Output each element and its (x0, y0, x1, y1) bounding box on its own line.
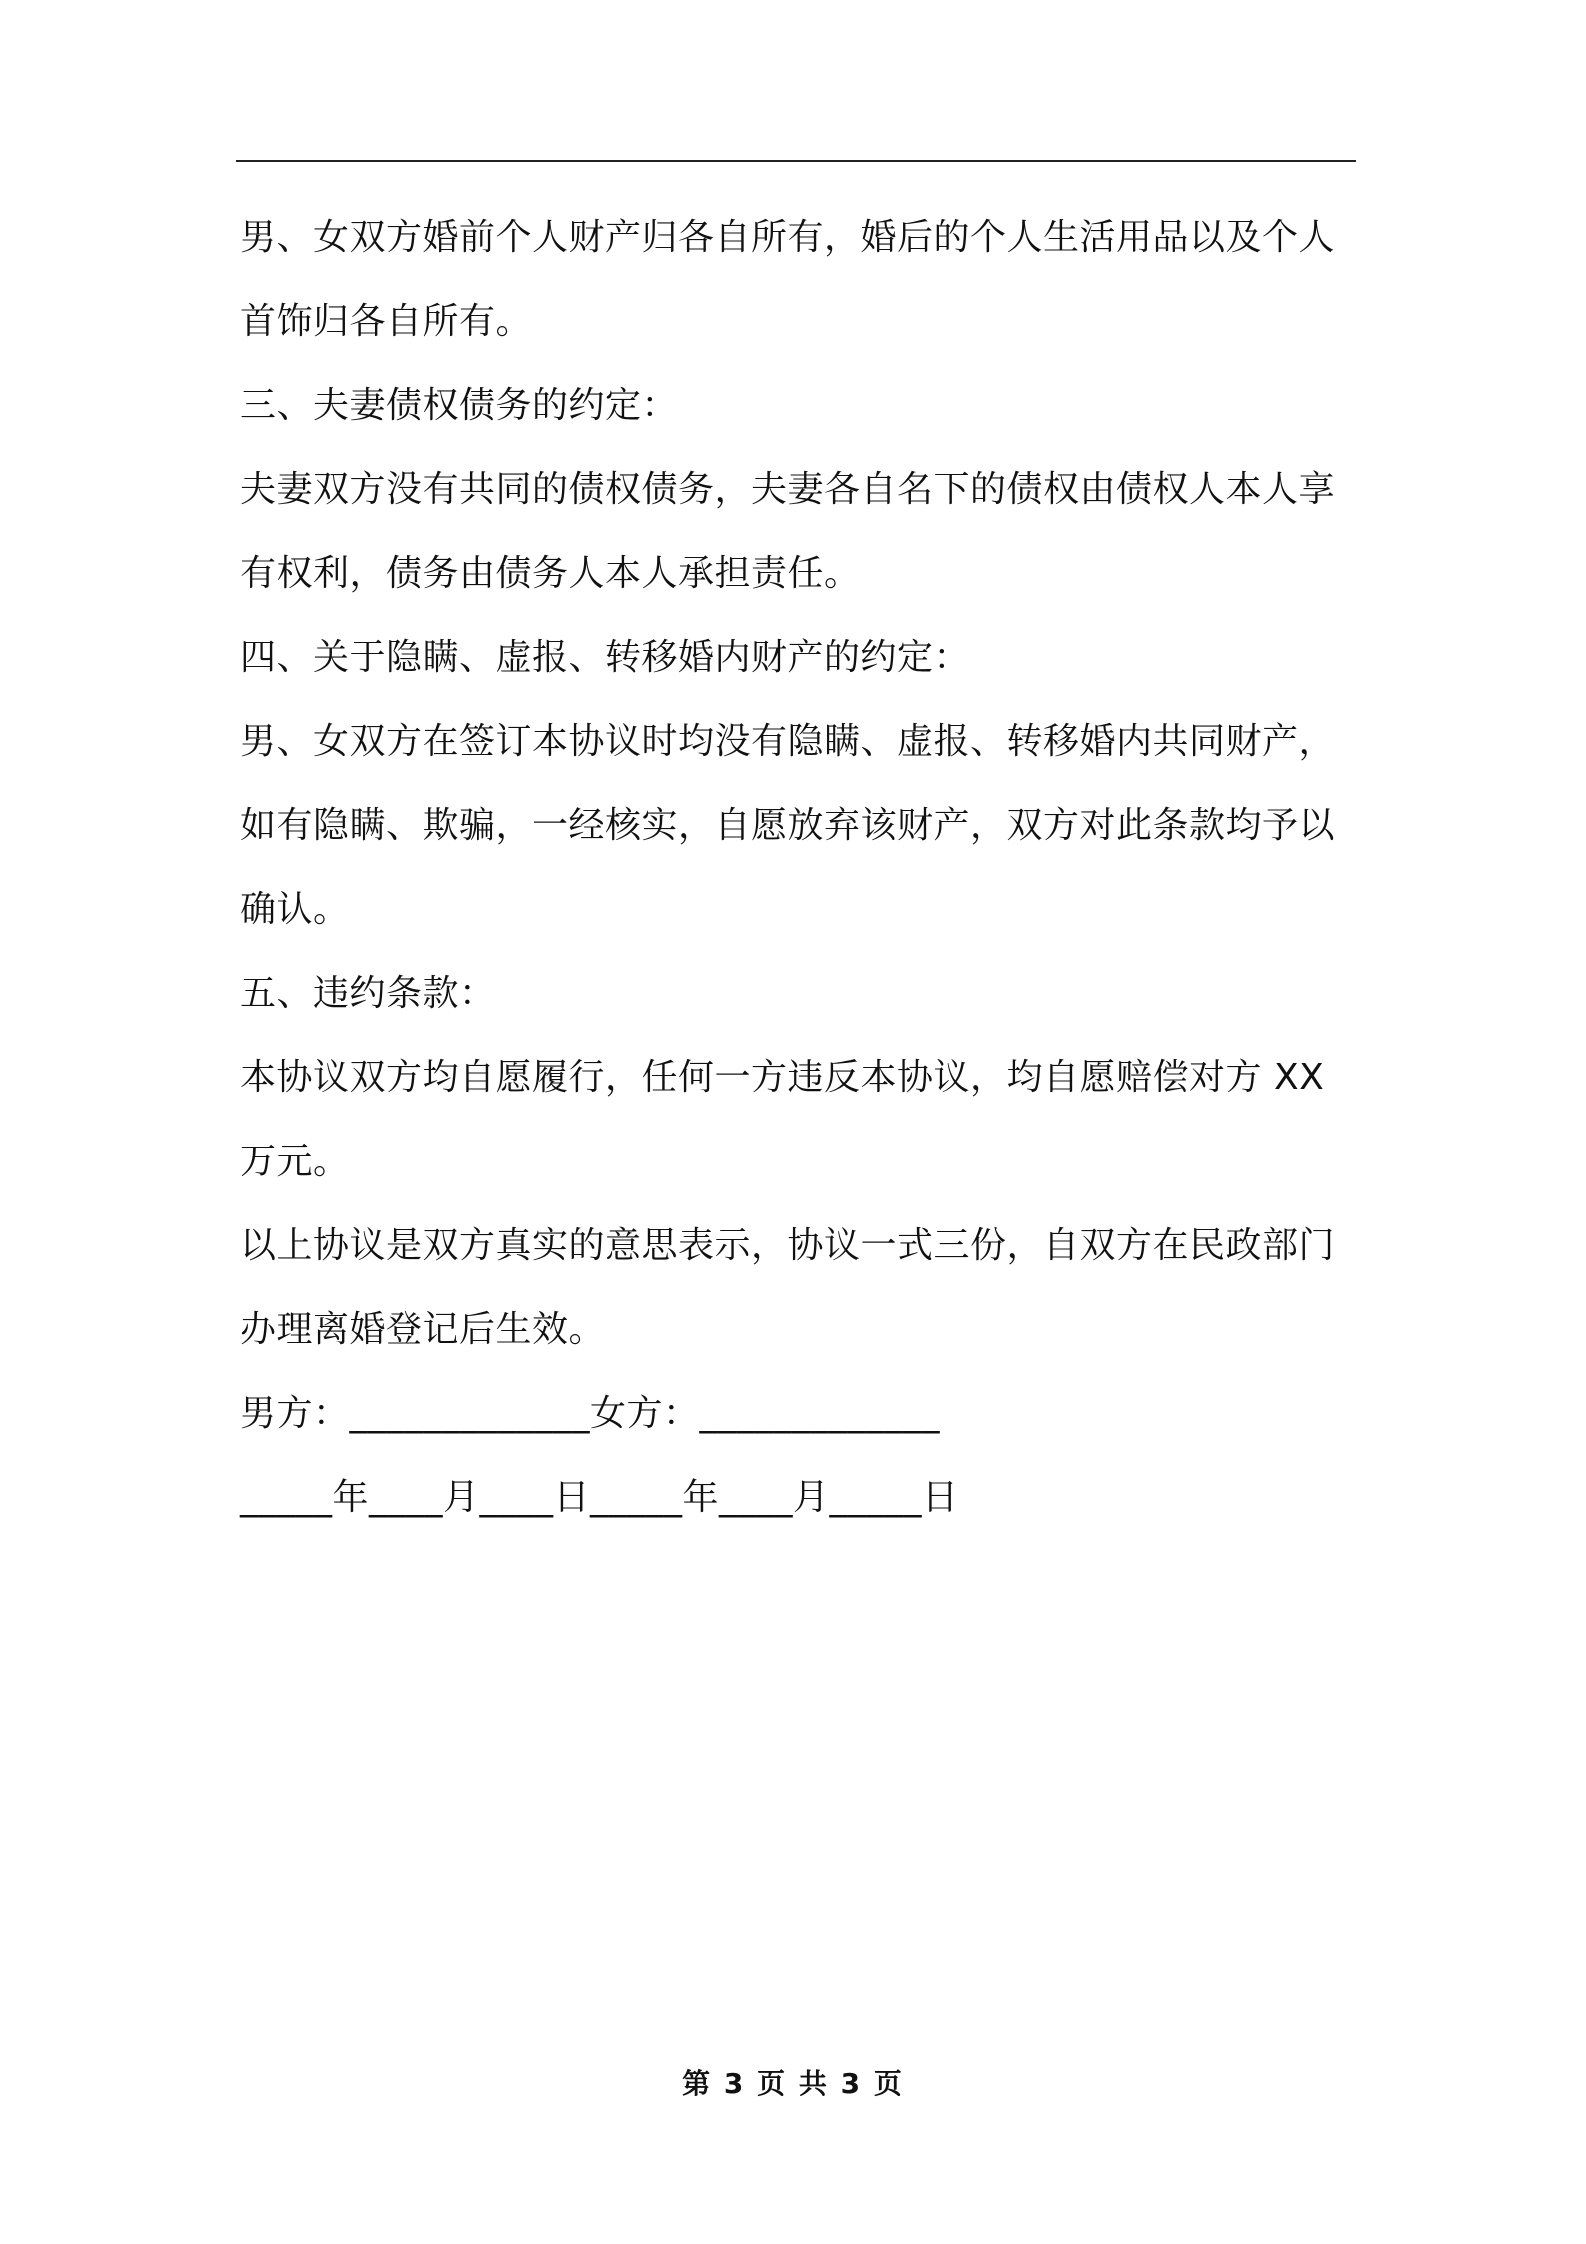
heading-concealment: 四、关于隐瞒、虚报、转移婚内财产的约定： (240, 637, 971, 678)
paragraph-effective: 以上协议是双方真实的意思表示，协议一式三份，自双方在民政部门办理离婚登记后生效。 (240, 1225, 1336, 1350)
header-rule (236, 160, 1356, 162)
paragraph-breach: 本协议双方均自愿履行，任何一方违反本协议，均自愿赔偿对方 XX 万元。 (240, 1057, 1337, 1182)
document-body (240, 196, 1360, 1540)
paragraph-personal-property: 男、女双方婚前个人财产归各自所有，婚后的个人生活用品以及个人首饰归各自所有。 (240, 217, 1336, 342)
paragraph-concealment: 男、女双方在签订本协议时均没有隐瞒、虚报、转移婚内共同财产，如有隐瞒、欺骗，一经核实，自愿放弃该财产，双方对此条款均予以确认。 (240, 721, 1336, 930)
heading-debts: 三、夫妻债权债务的约定： (240, 385, 679, 426)
date-line: _____年____月____日_____年____月_____日 (240, 1477, 959, 1518)
page-number: 第 3 页 共 3 页 (682, 2067, 904, 2100)
heading-breach: 五、违约条款： (240, 973, 496, 1014)
paragraph-debts: 夫妻双方没有共同的债权债务，夫妻各自名下的债权由债权人本人享有权利，债务由债务人本人承担责任。 (240, 469, 1336, 594)
signature-line: 男方：_____________女方：_____________ (240, 1393, 941, 1434)
